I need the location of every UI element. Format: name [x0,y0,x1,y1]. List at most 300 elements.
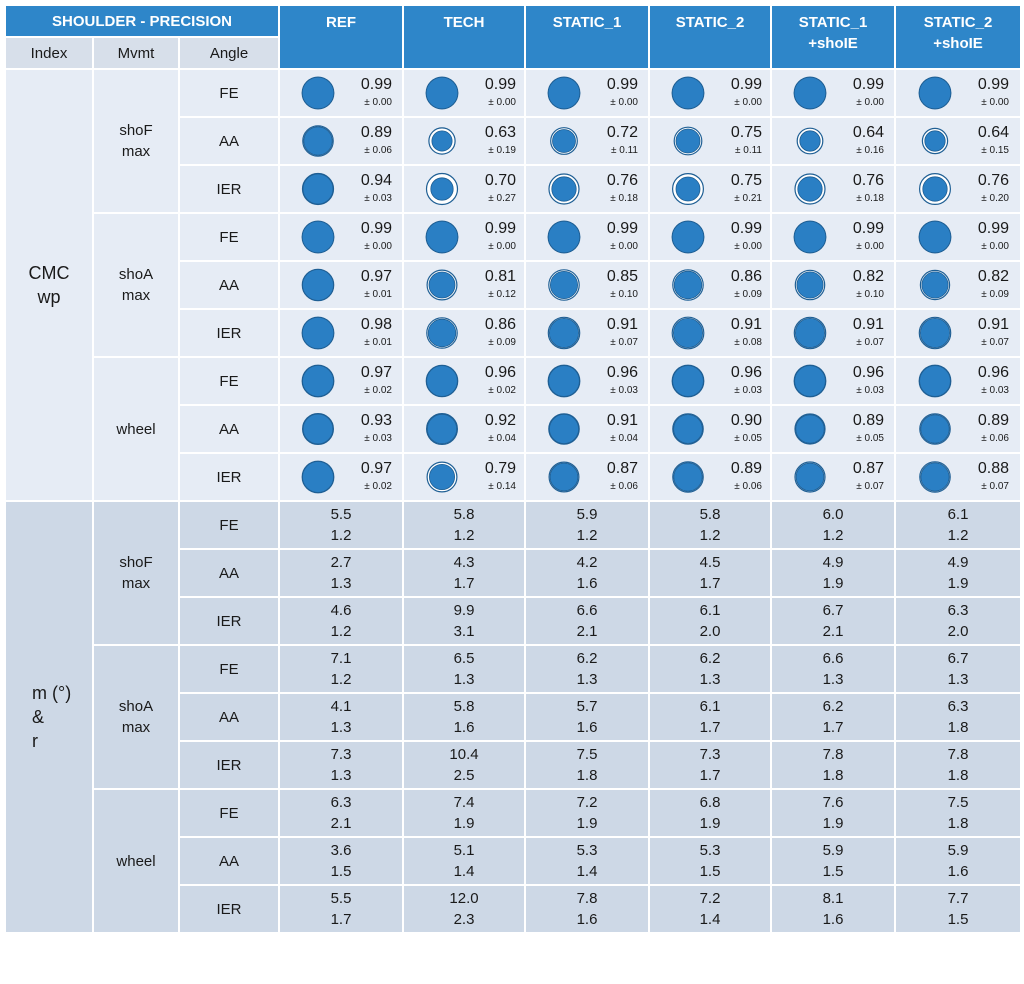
cmc-marker [792,411,828,447]
cmc-cell [279,213,403,261]
column-header-line1: STATIC_1 [552,14,622,31]
table-row [5,69,1021,117]
m-r-cell [279,885,403,933]
m-value: 4.5 [699,554,721,571]
m-value: 7.2 [576,794,598,811]
m-value: 5.8 [453,698,475,715]
r-value: 1.2 [822,527,844,544]
r-value: 1.9 [947,575,969,592]
r-value: 1.2 [576,527,598,544]
cmc-mean-value: 0.63 [484,124,516,141]
cmc-marker [917,267,953,303]
m-r-cell [403,693,525,741]
r-value: 1.7 [699,767,721,784]
cmc-marker [670,267,706,303]
cmc-marker [424,171,460,207]
cmc-cell [403,165,525,213]
cmc-marker [917,411,953,447]
column-header-static-2-shoie [895,5,1021,69]
column-header-line1: REF [326,14,356,31]
m-value: 6.8 [699,794,721,811]
angle-label: IER [179,453,279,501]
m-value: 7.3 [330,746,352,763]
table-row [5,213,1021,261]
cmc-mean-value: 0.90 [730,412,762,429]
m-value: 6.1 [699,602,721,619]
movement-label-line: shoF [119,554,153,571]
m-r-cell [403,501,525,549]
cmc-mean-value: 0.76 [977,172,1009,189]
angle-label: IER [179,309,279,357]
cmc-mean-disc [672,221,704,253]
m-value: 6.2 [822,698,844,715]
cmc-cell-content [772,70,894,116]
cmc-sd-value: ± 0.04 [488,433,516,444]
cmc-cell [649,453,771,501]
cmc-cell [403,261,525,309]
cmc-mean-disc [302,317,333,348]
cmc-marker [917,459,953,495]
m-r-cell [279,741,403,789]
cmc-cell [771,405,895,453]
m-r-cell [403,597,525,645]
cmc-cell [279,357,403,405]
cmc-sd-value: ± 0.04 [610,433,638,444]
m-r-cell [649,741,771,789]
movement-label-line: max [121,719,151,736]
cmc-mean-disc [920,318,949,347]
cmc-mean-disc [922,272,948,298]
m-r-cell [771,837,895,885]
cmc-mean-disc [795,318,824,347]
m-r-cell [279,837,403,885]
cmc-mean-value: 0.94 [360,172,392,189]
m-r-cell [525,837,649,885]
cmc-mean-disc [795,366,826,397]
r-value: 1.6 [576,719,598,736]
cmc-mean-value: 0.75 [730,172,762,189]
cmc-marker [546,171,582,207]
cmc-cell-content [404,214,526,260]
r-value: 1.6 [822,911,844,928]
angle-label: IER [179,741,279,789]
cmc-cell [649,213,771,261]
cmc-cell-content [526,406,648,452]
cmc-cell-content [280,454,402,500]
cmc-cell [895,357,1021,405]
cmc-mean-disc [797,272,823,298]
cmc-cell-content [280,406,402,452]
cmc-cell-content [404,454,526,500]
r-value: 1.6 [453,719,475,736]
cmc-cell-content [526,118,648,164]
r-value: 1.6 [947,863,969,880]
m-r-cell [649,597,771,645]
r-value: 1.2 [453,527,475,544]
m-r-cell [525,501,649,549]
cmc-sd-value: ± 0.10 [856,289,884,300]
cmc-cell-content [404,406,526,452]
cmc-cell-content [650,166,772,212]
m-r-cell [279,789,403,837]
cmc-mean-value: 0.92 [484,412,516,429]
cmc-mean-value: 0.99 [606,220,638,237]
cmc-cell-content [526,358,648,404]
cmc-mean-value: 0.85 [606,268,638,285]
cmc-cell-content [650,118,772,164]
table-row [5,645,1021,693]
m-r-cell [771,597,895,645]
cmc-mean-disc [426,77,458,109]
r-value: 1.8 [576,767,598,784]
cmc-mean-disc [429,464,454,489]
cmc-cell-content [650,262,772,308]
cmc-cell [649,261,771,309]
cmc-sd-value: ± 0.14 [488,481,516,492]
cmc-mean-value: 0.99 [484,76,516,93]
cmc-marker [792,123,828,159]
cmc-mean-disc [427,414,456,443]
cmc-cell-content [280,118,402,164]
cmc-mean-value: 0.99 [360,220,392,237]
m-value: 4.6 [330,602,352,619]
r-value: 1.4 [699,911,721,928]
cmc-sd-value: ± 0.05 [856,433,884,444]
cmc-cell-content [772,214,894,260]
cmc-mean-value: 0.86 [730,268,762,285]
column-header-ref [279,5,403,69]
cmc-sd-value: ± 0.02 [364,385,392,396]
cmc-mean-disc [553,130,576,153]
cmc-sd-value: ± 0.00 [734,241,762,252]
cmc-sd-value: ± 0.11 [611,145,638,156]
m-r-cell [525,693,649,741]
table-row [5,357,1021,405]
m-r-cell [525,885,649,933]
r-value: 1.8 [947,767,969,784]
cmc-cell [895,405,1021,453]
cmc-sd-value: ± 0.09 [734,289,762,300]
cmc-mean-disc [303,366,334,397]
cmc-cell-content [280,166,402,212]
m-r-cell [649,789,771,837]
m-r-cell [525,645,649,693]
movement-label [93,357,179,501]
r-value: 2.5 [453,767,475,784]
cmc-mean-disc [549,366,580,397]
m-value: 10.4 [449,746,479,763]
cmc-cell-content [772,310,894,356]
cmc-mean-value: 0.97 [360,364,392,381]
m-value: 4.1 [330,698,352,715]
cmc-mean-value: 0.91 [730,316,762,333]
cmc-cell [771,453,895,501]
column-header-static-1-shoie [771,5,895,69]
cmc-mean-disc [672,77,704,109]
cmc-cell [525,213,649,261]
m-value: 4.9 [947,554,969,571]
cmc-cell [771,309,895,357]
m-r-cell [895,789,1021,837]
cmc-sd-value: ± 0.03 [981,385,1009,396]
m-r-cell [895,645,1021,693]
m-value: 7.5 [947,794,969,811]
cmc-sd-value: ± 0.20 [981,193,1009,204]
cmc-marker [424,315,460,351]
table-row [5,501,1021,549]
m-value: 6.2 [576,650,598,667]
cmc-marker [546,75,582,111]
cmc-mean-disc [302,77,334,109]
cmc-cell [279,261,403,309]
movement-label-line: max [121,287,151,304]
cmc-cell-content [772,358,894,404]
cmc-cell-content [404,358,526,404]
cmc-mean-value: 0.99 [730,76,762,93]
cmc-marker [670,411,706,447]
m-r-cell [403,885,525,933]
cmc-marker [546,411,582,447]
m-r-cell [279,693,403,741]
cmc-cell [895,165,1021,213]
r-value: 2.1 [822,623,844,640]
cmc-cell [895,261,1021,309]
r-value: 2.3 [453,911,475,928]
cmc-cell [279,117,403,165]
m-value: 2.7 [330,554,352,571]
column-header-static-2 [649,5,771,69]
angle-label: FE [179,501,279,549]
cmc-cell [895,213,1021,261]
cmc-mean-disc [925,131,945,151]
cmc-marker [917,219,953,255]
movement-label [93,213,179,357]
cmc-mean-value: 0.99 [852,220,884,237]
cmc-cell-content [897,70,1019,116]
cmc-sd-value: ± 0.00 [981,241,1009,252]
cmc-mean-value: 0.99 [977,76,1009,93]
cmc-sd-value: ± 0.18 [856,193,884,204]
cmc-cell-content [772,166,894,212]
cmc-cell [403,357,525,405]
m-value: 7.8 [947,746,969,763]
r-value: 1.6 [576,575,598,592]
cmc-cell [525,117,649,165]
cmc-cell-content [404,310,526,356]
cmc-sd-value: ± 0.00 [364,97,392,108]
cmc-cell [525,309,649,357]
cmc-cell [525,165,649,213]
movement-label-line: max [121,143,151,160]
r-value: 1.8 [947,719,969,736]
cmc-sd-value: ± 0.27 [488,193,516,204]
cmc-mean-value: 0.76 [852,172,884,189]
cmc-mean-disc [428,319,456,347]
cmc-cell-content [404,262,526,308]
cmc-cell [649,405,771,453]
m-r-cell [771,885,895,933]
cmc-mean-value: 0.96 [852,364,884,381]
m-value: 5.7 [576,698,598,715]
cmc-cell-content [897,454,1019,500]
cmc-mean-value: 0.93 [360,412,392,429]
cmc-cell [525,357,649,405]
movement-label-line: shoA [118,266,154,283]
r-value: 1.2 [330,623,352,640]
r-value: 1.3 [947,671,969,688]
cmc-mean-disc [800,131,820,151]
index-label-line: CMC [28,263,70,283]
m-r-cell [771,789,895,837]
cmc-mean-disc [426,221,458,253]
m-r-cell [649,645,771,693]
movement-label [93,69,179,213]
cmc-mean-value: 0.72 [606,124,638,141]
cmc-mean-value: 0.99 [360,76,392,93]
m-r-cell [771,549,895,597]
movement-label-line: shoF [119,122,153,139]
cmc-mean-disc [921,415,949,443]
cmc-cell-content [526,262,648,308]
cmc-cell-content [526,166,648,212]
m-r-cell [649,501,771,549]
cmc-marker [300,363,336,399]
cmc-cell [403,213,525,261]
cmc-marker [670,315,706,351]
cmc-cell-content [772,454,894,500]
m-value: 6.7 [947,650,969,667]
angle-label: FE [179,69,279,117]
r-value: 1.3 [576,671,598,688]
r-value: 3.1 [453,623,475,640]
cmc-mean-disc [920,366,951,397]
cmc-sd-value: ± 0.00 [856,241,884,252]
r-value: 2.0 [947,623,969,640]
cmc-sd-value: ± 0.07 [610,337,638,348]
cmc-cell-content [650,454,772,500]
cmc-mean-disc [550,463,578,491]
cmc-cell-content [897,406,1019,452]
cmc-marker [300,219,336,255]
cmc-mean-value: 0.82 [977,268,1009,285]
m-r-cell [525,597,649,645]
m-r-cell [895,885,1021,933]
cmc-mean-disc [427,366,458,397]
movement-label-line: wheel [116,420,156,438]
movement-label-line: wheel [116,852,156,870]
cmc-sd-value: ± 0.03 [364,433,392,444]
cmc-mean-disc [921,463,949,491]
cmc-mean-value: 0.89 [360,124,392,141]
cmc-marker [300,267,336,303]
cmc-mean-disc [676,177,700,201]
table-body [5,69,1021,933]
cmc-mean-value: 0.91 [852,316,884,333]
cmc-cell-content [404,70,526,116]
cmc-marker [300,75,336,111]
cmc-marker [792,219,828,255]
cmc-marker [792,315,828,351]
angle-label: IER [179,165,279,213]
r-value: 1.3 [453,671,475,688]
movement-label [93,501,179,645]
cmc-marker [300,315,336,351]
cmc-sd-value: ± 0.07 [981,337,1009,348]
cmc-mean-value: 0.88 [977,460,1009,477]
m-value: 6.3 [947,602,969,619]
cmc-cell-content [772,406,894,452]
m-r-cell [403,789,525,837]
cmc-mean-value: 0.89 [852,412,884,429]
m-value: 6.6 [576,602,598,619]
cmc-mean-value: 0.75 [730,124,762,141]
cmc-cell-content [772,118,894,164]
cmc-marker [670,363,706,399]
cmc-mean-disc [796,415,824,443]
cmc-marker [670,219,706,255]
r-value: 1.7 [330,911,352,928]
m-value: 5.9 [947,842,969,859]
r-value: 1.9 [822,575,844,592]
cmc-mean-disc [303,414,333,444]
r-value: 1.5 [330,863,352,880]
cmc-sd-value: ± 0.02 [488,385,516,396]
r-value: 1.8 [822,767,844,784]
movement-label [93,645,179,789]
r-value: 1.6 [576,911,598,928]
r-value: 2.1 [330,815,352,832]
r-value: 1.3 [330,767,352,784]
cmc-mean-disc [794,221,826,253]
cmc-mean-value: 0.82 [852,268,884,285]
m-r-cell [771,501,895,549]
cmc-sd-value: ± 0.03 [856,385,884,396]
cmc-cell-content [897,358,1019,404]
r-value: 1.4 [453,863,475,880]
table-title: SHOULDER - PRECISION [5,5,279,37]
cmc-marker [792,171,828,207]
cmc-sd-value: ± 0.01 [364,337,392,348]
m-value: 7.8 [576,890,598,907]
m-value: 12.0 [449,890,479,907]
cmc-mean-value: 0.91 [606,412,638,429]
m-value: 5.1 [453,842,475,859]
cmc-cell-content [897,118,1019,164]
r-value: 1.3 [822,671,844,688]
r-value: 1.5 [699,863,721,880]
cmc-marker [424,459,460,495]
m-value: 6.1 [947,506,969,523]
cmc-sd-value: ± 0.00 [610,97,638,108]
m-value: 6.5 [453,650,475,667]
r-value: 1.2 [330,671,352,688]
r-value: 1.2 [330,527,352,544]
cmc-cell [403,453,525,501]
m-value: 7.2 [699,890,721,907]
cmc-cell [279,309,403,357]
precision-table [4,4,1022,934]
cmc-marker [670,171,706,207]
cmc-sd-value: ± 0.00 [488,97,516,108]
cmc-mean-disc [674,415,703,444]
r-value: 1.9 [576,815,598,832]
cmc-mean-disc [674,463,702,491]
cmc-marker [917,75,953,111]
cmc-mean-value: 0.97 [360,460,392,477]
cmc-sd-value: ± 0.07 [981,481,1009,492]
cmc-cell [649,309,771,357]
cmc-mean-disc [549,318,578,347]
